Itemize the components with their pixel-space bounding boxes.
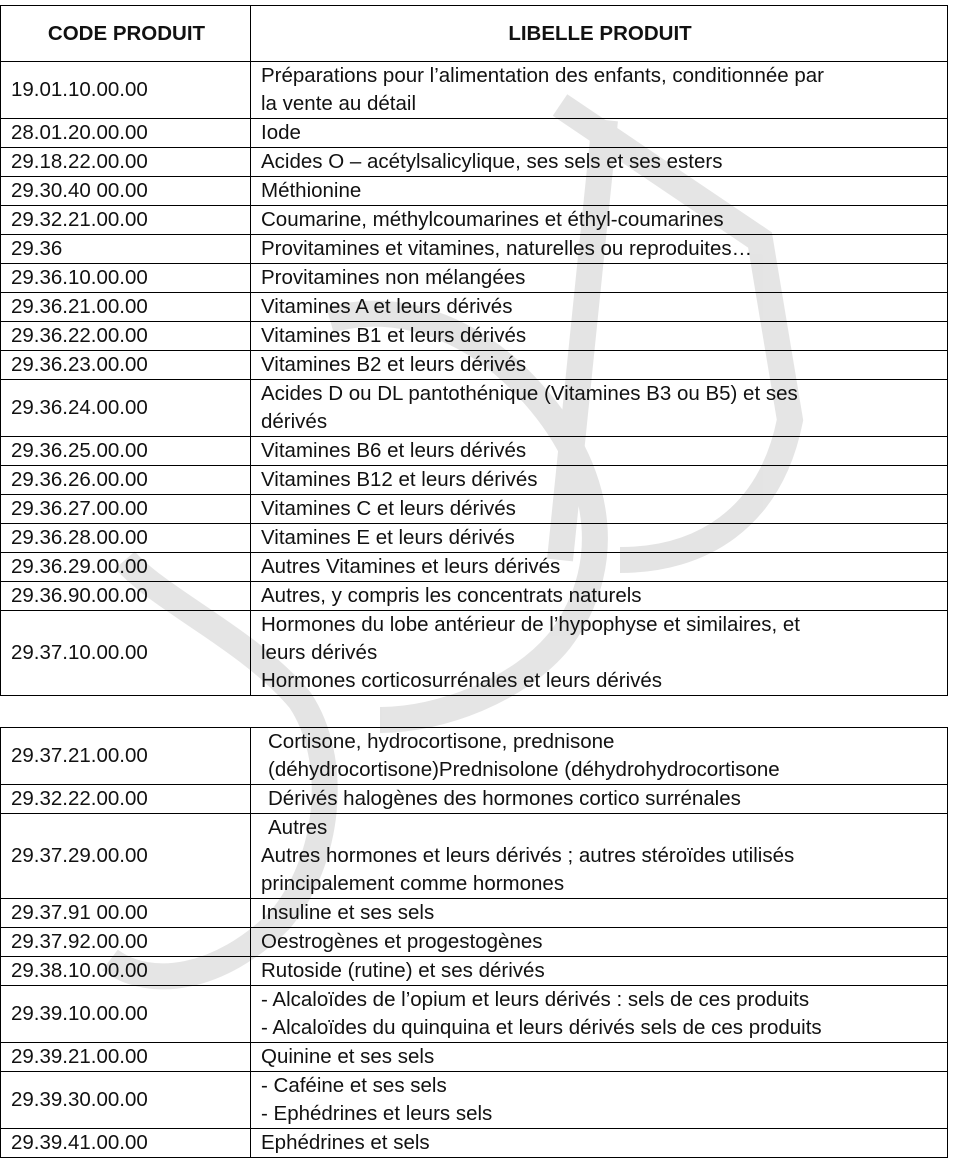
table-row (1, 582, 948, 611)
table-row (1, 524, 948, 553)
product-code: 29.30.40 00.00 (1, 177, 251, 206)
product-label-line: principalement comme hormones (261, 872, 565, 895)
table-row (1, 785, 948, 814)
product-label (251, 264, 948, 293)
product-label (251, 293, 948, 322)
product-label-line: Vitamines B1 et leurs dérivés (261, 324, 527, 347)
product-label (251, 437, 948, 466)
product-label-line: - Alcaloïdes de l’opium et leurs dérivés : sels de ces produits (261, 988, 810, 1011)
product-code: 29.37.92.00.00 (1, 928, 251, 957)
product-code: 29.32.22.00.00 (1, 785, 251, 814)
table-row (1, 1043, 948, 1072)
table-row (1, 1072, 948, 1129)
product-code: 19.01.10.00.00 (1, 62, 251, 119)
product-label-line: Insuline et ses sels (261, 901, 435, 924)
table-row (1, 928, 948, 957)
table-row (1, 728, 948, 785)
product-label (251, 495, 948, 524)
table-row (1, 814, 948, 899)
product-label (251, 611, 948, 696)
product-label (251, 957, 948, 986)
product-label-line: Iode (261, 121, 301, 144)
table-row (1, 62, 948, 119)
product-label-line: - Alcaloïdes du quinquina et leurs dérivés sels de ces produits (261, 1016, 822, 1039)
product-label-line: Autres (268, 816, 328, 839)
product-label-line: Vitamines C et leurs dérivés (261, 497, 516, 520)
product-code: 29.36.25.00.00 (1, 437, 251, 466)
product-label-line: Quinine et ses sels (261, 1045, 435, 1068)
product-label-line: - Ephédrines et leurs sels (261, 1102, 493, 1125)
product-label (251, 177, 948, 206)
table-row (1, 466, 948, 495)
table-row (1, 553, 948, 582)
product-label (251, 380, 948, 437)
product-label (251, 206, 948, 235)
product-label-line: Oestrogènes et progestogènes (261, 930, 543, 953)
table-row (1, 148, 948, 177)
product-label (251, 322, 948, 351)
product-code: 29.36.29.00.00 (1, 553, 251, 582)
table-row (1, 293, 948, 322)
product-label-line: Provitamines et vitamines, naturelles ou reproduites… (261, 237, 753, 260)
product-label-line: Méthionine (261, 179, 362, 202)
product-label (251, 1043, 948, 1072)
product-label-line: Coumarine, méthylcoumarines et éthyl-coumarines (261, 208, 724, 231)
product-code: 29.39.30.00.00 (1, 1072, 251, 1129)
product-label (251, 553, 948, 582)
product-code: 29.36 (1, 235, 251, 264)
table-row (1, 437, 948, 466)
product-label (251, 728, 948, 785)
product-label-line: Rutoside (rutine) et ses dérivés (261, 959, 545, 982)
product-label-line: Provitamines non mélangées (261, 266, 526, 289)
product-code: 29.36.23.00.00 (1, 351, 251, 380)
product-label (251, 466, 948, 495)
product-label (251, 582, 948, 611)
product-code: 29.37.21.00.00 (1, 728, 251, 785)
table-row (1, 177, 948, 206)
table-row (1, 899, 948, 928)
product-code: 29.36.10.00.00 (1, 264, 251, 293)
table-row (1, 322, 948, 351)
table-row (1, 986, 948, 1043)
product-label (251, 899, 948, 928)
table-row (1, 206, 948, 235)
product-label-line: Cortisone, hydrocortisone, prednisone (268, 730, 615, 753)
product-code: 29.37.10.00.00 (1, 611, 251, 696)
product-label (251, 148, 948, 177)
product-table-2 (0, 727, 948, 1158)
product-label-line: Préparations pour l’alimentation des enfants, conditionnée par (261, 64, 824, 87)
product-code: 28.01.20.00.00 (1, 119, 251, 148)
product-label-line: Autres hormones et leurs dérivés ; autres stéroïdes utilisés (261, 844, 795, 867)
product-label-line: Vitamines B6 et leurs dérivés (261, 439, 527, 462)
table-row (1, 351, 948, 380)
product-code: 29.36.28.00.00 (1, 524, 251, 553)
product-code: 29.37.91 00.00 (1, 899, 251, 928)
product-code: 29.36.21.00.00 (1, 293, 251, 322)
product-label (251, 235, 948, 264)
product-label (251, 986, 948, 1043)
product-label-line: Hormones corticosurrénales et leurs dérivés (261, 669, 663, 692)
column-header-code: CODE PRODUIT (1, 6, 251, 62)
product-label-line: Vitamines E et leurs dérivés (261, 526, 515, 549)
table-row (1, 611, 948, 696)
product-label-line: la vente au détail (261, 92, 417, 115)
table-header-row (1, 6, 948, 62)
product-label-line: Hormones du lobe antérieur de l’hypophyse et similaires, et (261, 613, 800, 636)
product-label-line: Acides O – acétylsalicylique, ses sels et ses esters (261, 150, 723, 173)
product-label-line: Autres, y compris les concentrats naturels (261, 584, 642, 607)
product-label (251, 524, 948, 553)
product-label-line: leurs dérivés (261, 641, 378, 664)
product-table-1 (0, 5, 948, 696)
product-code: 29.38.10.00.00 (1, 957, 251, 986)
product-code: 29.36.27.00.00 (1, 495, 251, 524)
product-code: 29.32.21.00.00 (1, 206, 251, 235)
product-label-line: - Caféine et ses sels (261, 1074, 447, 1097)
product-label (251, 1072, 948, 1129)
product-code: 29.36.22.00.00 (1, 322, 251, 351)
product-label-line: Vitamines B12 et leurs dérivés (261, 468, 538, 491)
product-code: 29.39.10.00.00 (1, 986, 251, 1043)
product-label (251, 351, 948, 380)
product-label (251, 814, 948, 899)
table-row (1, 264, 948, 293)
column-header-label: LIBELLE PRODUIT (251, 6, 948, 62)
product-label (251, 785, 948, 814)
product-label-line: Ephédrines et sels (261, 1131, 430, 1154)
table-row (1, 495, 948, 524)
table-row (1, 957, 948, 986)
product-label-line: Autres Vitamines et leurs dérivés (261, 555, 561, 578)
table-row (1, 119, 948, 148)
product-label-line: dérivés (261, 410, 328, 433)
table-row (1, 1129, 948, 1158)
table-row (1, 235, 948, 264)
product-code: 29.37.29.00.00 (1, 814, 251, 899)
product-label-line: Vitamines A et leurs dérivés (261, 295, 513, 318)
product-label (251, 928, 948, 957)
product-code: 29.39.21.00.00 (1, 1043, 251, 1072)
product-code: 29.36.26.00.00 (1, 466, 251, 495)
product-code: 29.18.22.00.00 (1, 148, 251, 177)
product-code: 29.36.90.00.00 (1, 582, 251, 611)
product-code: 29.39.41.00.00 (1, 1129, 251, 1158)
table-row (1, 380, 948, 437)
product-label (251, 62, 948, 119)
product-code: 29.36.24.00.00 (1, 380, 251, 437)
product-label-line: Acides D ou DL pantothénique (Vitamines B3 ou B5) et ses (261, 382, 798, 405)
product-label-line: (déhydrocortisone)Prednisolone (déhydrohydrocortisone (268, 758, 780, 781)
product-label (251, 1129, 948, 1158)
product-label-line: Dérivés halogènes des hormones cortico surrénales (268, 787, 741, 810)
product-label-line: Vitamines B2 et leurs dérivés (261, 353, 527, 376)
product-label (251, 119, 948, 148)
